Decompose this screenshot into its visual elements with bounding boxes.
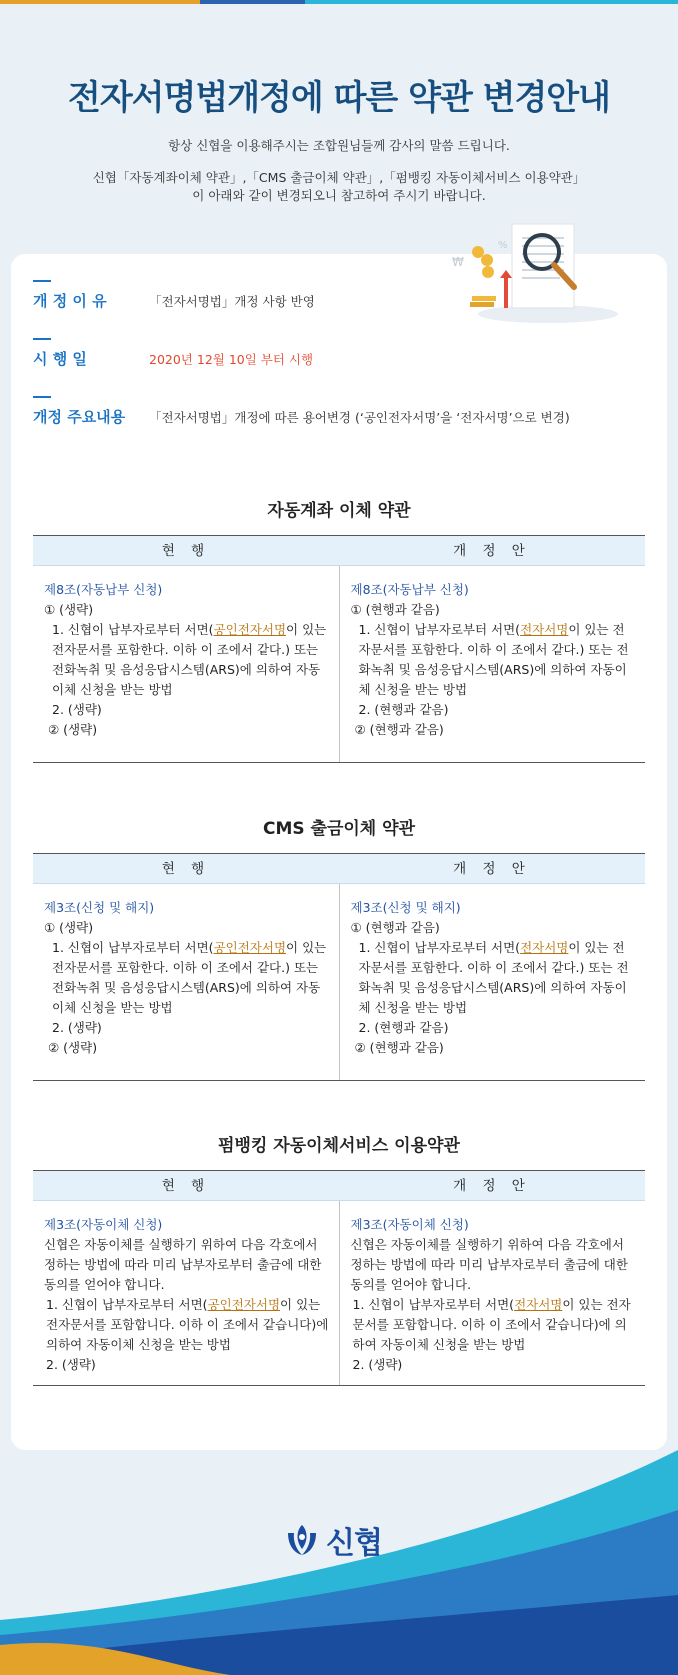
intro-text-line1: 신협「자동계좌이체 약관」,「CMS 출금이체 약관」,「펌뱅킹 자동이체서비스 이용약관」 (92, 170, 586, 185)
page-title: 전자서명법개정에 따른 약관 변경안내 (67, 78, 610, 118)
article-title: 제3조(신청 및 해지) (350, 900, 461, 915)
current-column (33, 884, 339, 1080)
paragraph-1: ① (현행과 같음) (350, 602, 440, 617)
highlighted-term: 공인전자서명 (207, 1297, 281, 1312)
date-label: 시 행 일 (33, 350, 87, 368)
revised-column (339, 566, 646, 762)
content-label: 개정 주요내용 (33, 408, 126, 426)
svg-text:₩: ₩ (452, 255, 464, 269)
item-2: 2. (현행과 같음) (358, 1020, 449, 1035)
footer-wave-decoration (0, 1450, 678, 1675)
highlighted-term: 전자서명 (520, 622, 569, 637)
item-1: 1. 신협이 납부자로부터 서면(공인전자서명이 있는 전자문서를 포함한다. 이하 이 조에서 같다.) 또는 전화녹취 및 음성응답시스템(ARS)에 의하여 자동이체 신청을 받는 방법 (52, 622, 327, 697)
paragraph-2: ② (생략) (48, 722, 98, 737)
paragraph-2: ② (생략) (48, 1040, 98, 1055)
table-header (33, 1171, 645, 1201)
item-2: 2. (현행과 같음) (358, 702, 449, 717)
greeting-text: 항상 신협을 이용해주시는 조합원님들께 감사의 말씀 드립니다. (168, 138, 510, 153)
paragraph-1: ① (생략) (44, 920, 94, 935)
info-content (33, 396, 653, 426)
header-revised: 개 정 안 (453, 861, 531, 877)
reason-value: 「전자서명법」개정 사항 반영 (149, 294, 315, 309)
reason-label: 개 정 이 유 (33, 292, 107, 310)
paragraph-1: ① (현행과 같음) (350, 920, 440, 935)
table-header (33, 536, 645, 566)
item-1: 1. 신협이 납부자로부터 서면(전자서명이 있는 전자문서를 포함합니다. 이하 이 조에서 같습니다)에 의하여 자동이체 신청을 받는 방법 (352, 1297, 631, 1352)
current-column (33, 1201, 339, 1385)
shinhyup-logo (284, 1518, 382, 1562)
highlighted-term: 전자서명 (514, 1297, 563, 1312)
revised-column (339, 884, 646, 1080)
svg-text:%: % (498, 240, 508, 251)
item-1: 1. 신협이 납부자로부터 서면(공인전자서명이 있는 전자문서를 포함합니다. 이하 이 조에서 같습니다)에 의하여 자동이체 신청을 받는 방법 (46, 1297, 329, 1352)
content-value: 「전자서명법」개정에 따른 용어변경 (‘공인전자서명’을 ‘전자서명’으로 변경) (149, 410, 570, 425)
info-date (33, 338, 653, 368)
shinhyup-emblem-icon (284, 1523, 320, 1557)
highlighted-term: 공인전자서명 (213, 622, 287, 637)
article-title: 제3조(자동이체 신청) (350, 1217, 469, 1232)
item-2: 2. (생략) (52, 702, 102, 717)
logo-text: 신협 (326, 1526, 382, 1561)
info-reason (33, 280, 653, 310)
current-column (33, 566, 339, 762)
highlighted-term: 전자서명 (520, 940, 569, 955)
item-1: 1. 신협이 납부자로부터 서면(전자서명이 있는 전자문서를 포함한다. 이하 이 조에서 같다.) 또는 전화녹취 및 음성응답시스템(ARS)에 의하여 자동이체 신청을 받는 방법 (358, 622, 629, 697)
header-current: 현 행 (161, 861, 211, 877)
intro-text-line2: 이 아래와 같이 변경되오니 참고하여 주시기 바랍니다. (192, 188, 486, 203)
table-header (33, 854, 645, 884)
item-2: 2. (생략) (52, 1020, 102, 1035)
header-current: 현 행 (161, 543, 211, 559)
paragraph-1: 신협은 자동이체를 실행하기 위하여 다음 각호에서 정하는 방법에 따라 미리 납부자로부터 출금에 대한 동의를 얻어야 합니다. (350, 1237, 628, 1292)
header-revised: 개 정 안 (453, 1178, 531, 1194)
header-current: 현 행 (161, 1178, 211, 1194)
section-title-auto-transfer: 자동계좌 이체 약관 (267, 501, 411, 521)
paragraph-1: 신협은 자동이체를 실행하기 위하여 다음 각호에서 정하는 방법에 따라 미리 납부자로부터 출금에 대한 동의를 얻어야 합니다. (44, 1237, 322, 1292)
item-2: 2. (생략) (46, 1357, 96, 1372)
highlighted-term: 공인전자서명 (213, 940, 287, 955)
comparison-table-firmbanking (33, 1170, 645, 1386)
item-1: 1. 신협이 납부자로부터 서면(전자서명이 있는 전자문서를 포함한다. 이하 이 조에서 같다.) 또는 전화녹취 및 음성응답시스템(ARS)에 의하여 자동이체 신청을 받는 방법 (358, 940, 629, 1015)
section-title-cms: CMS 출금이체 약관 (262, 819, 415, 839)
header-revised: 개 정 안 (453, 543, 531, 559)
revised-column (339, 1201, 646, 1385)
item-2: 2. (생략) (352, 1357, 403, 1372)
comparison-table-auto-transfer (33, 535, 645, 763)
article-title: 제8조(자동납부 신청) (350, 582, 469, 597)
item-1: 1. 신협이 납부자로부터 서면(공인전자서명이 있는 전자문서를 포함한다. 이하 이 조에서 같다.) 또는 전화녹취 및 음성응답시스템(ARS)에 의하여 자동이체 신청을 받는 방법 (52, 940, 327, 1015)
article-title: 제3조(자동이체 신청) (44, 1217, 163, 1232)
article-title: 제3조(신청 및 해지) (44, 900, 155, 915)
section-title-firmbanking: 펌뱅킹 자동이체서비스 이용약관 (218, 1136, 460, 1156)
paragraph-1: ① (생략) (44, 602, 94, 617)
article-title: 제8조(자동납부 신청) (44, 582, 163, 597)
comparison-table-cms (33, 853, 645, 1081)
top-color-bar (0, 0, 678, 4)
date-value: 2020년 12월 10일 부터 시행 (149, 352, 314, 367)
paragraph-2: ② (현행과 같음) (354, 1040, 444, 1055)
paragraph-2: ② (현행과 같음) (354, 722, 444, 737)
